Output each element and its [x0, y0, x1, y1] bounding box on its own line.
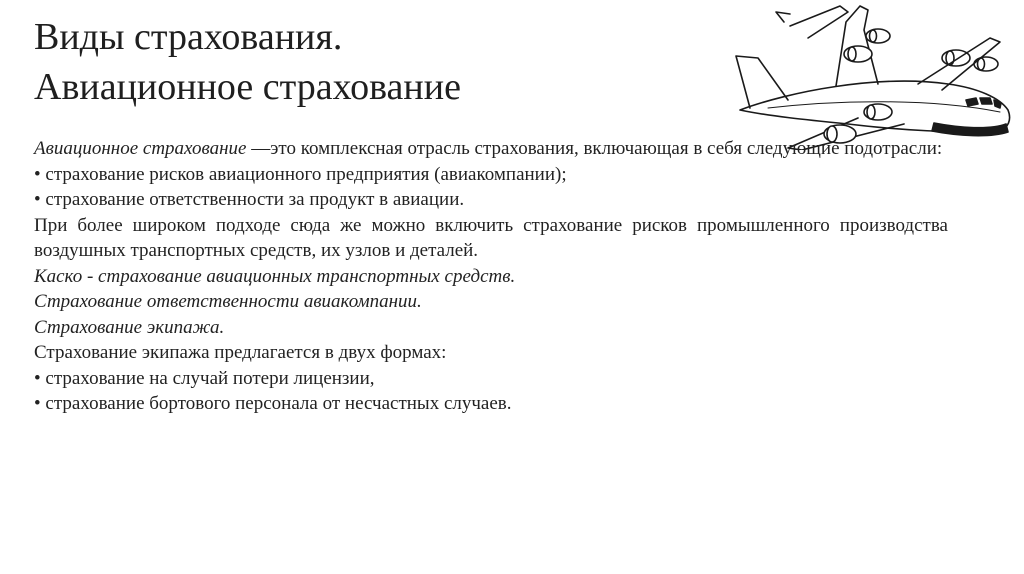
- slide-body: [34, 136, 948, 417]
- slide-title-line-1: Виды страхования.: [34, 16, 343, 58]
- italic-line-kasko: Каско - страхование авиационных транспортных средств.: [34, 265, 516, 287]
- definition-text: —это комплексная отрасль страхования, включающая в себя следующие подотрасли:: [246, 138, 943, 159]
- definition-paragraph: [34, 136, 948, 162]
- italic-line-crew: Страхование экипажа.: [34, 316, 225, 338]
- slide-title-line-2: Авиационное страхование: [34, 66, 461, 108]
- airplane-illustration: [728, 0, 1024, 150]
- scope-paragraph: При более широком подходе сюда же можно включить страхование рисков промышленного производства воздушных транспортных средств, их узлов и деталей.: [34, 214, 948, 261]
- italic-line-liability: Страхование ответственности авиакомпании.: [34, 291, 422, 312]
- bullet-item: • страхование на случай потери лицензии,: [34, 367, 375, 389]
- bullet-item: • страхование ответственности за продукт в авиации.: [34, 189, 465, 210]
- slide-title: [34, 12, 461, 112]
- bullet-item: • страхование рисков авиационного предприятия (авиакомпании);: [34, 163, 567, 185]
- crew-intro: Страхование экипажа предлагается в двух формах:: [34, 342, 447, 363]
- definition-term: Авиационное страхование: [34, 138, 247, 159]
- bullet-item: • страхование бортового персонала от несчастных случаев.: [34, 393, 512, 414]
